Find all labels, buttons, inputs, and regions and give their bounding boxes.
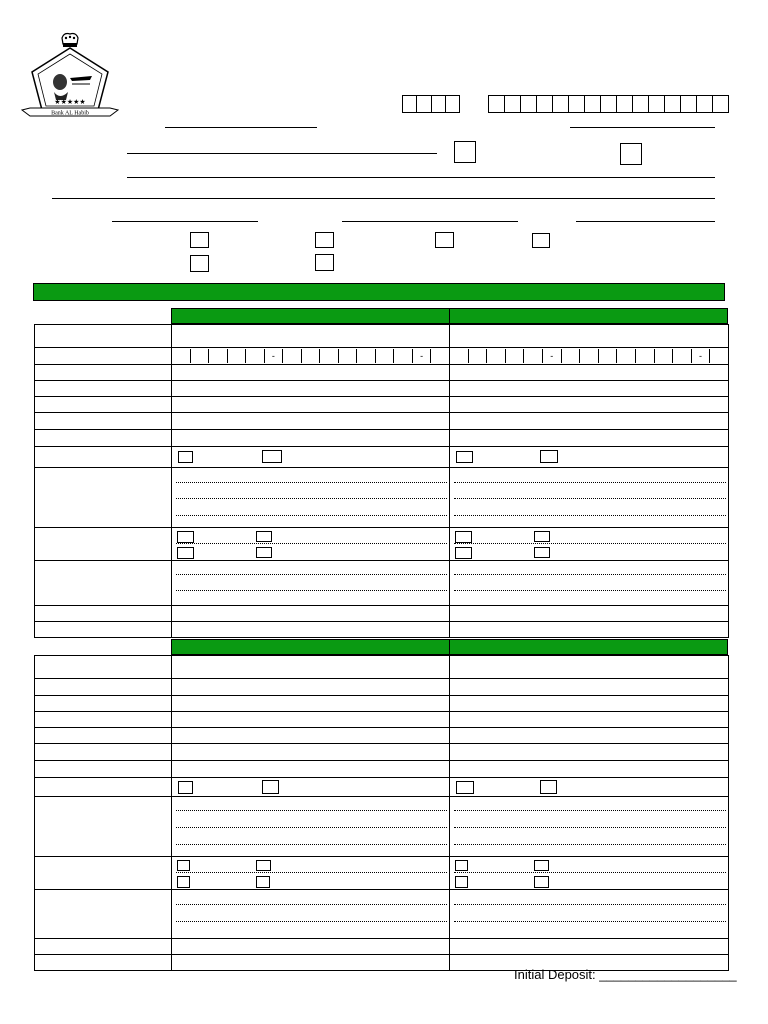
- checkbox[interactable]: [178, 451, 193, 463]
- checkbox[interactable]: [455, 531, 472, 543]
- cnic-boxes[interactable]: - -: [172, 348, 450, 365]
- input-cell[interactable]: [172, 397, 450, 413]
- address-cell[interactable]: [450, 468, 729, 528]
- input-cell[interactable]: [450, 656, 729, 679]
- initial-deposit: [514, 967, 737, 982]
- checkbox[interactable]: [256, 860, 271, 871]
- checkbox[interactable]: [540, 450, 558, 463]
- applicant-3-header: [171, 639, 450, 655]
- section-header-bar: [33, 283, 725, 301]
- label-cell: [35, 622, 172, 638]
- field-line-title[interactable]: [127, 153, 437, 154]
- logo-bank-name: Bank AL Habib: [51, 110, 89, 117]
- address-cell[interactable]: [172, 797, 450, 857]
- input-cell[interactable]: [172, 712, 450, 728]
- checkbox[interactable]: [534, 531, 550, 542]
- label-cell: [35, 797, 172, 857]
- input-cell[interactable]: [172, 656, 450, 679]
- field-line-row4[interactable]: [52, 198, 715, 199]
- address-cell[interactable]: [172, 468, 450, 528]
- checkbox[interactable]: [177, 531, 194, 543]
- input-cell[interactable]: [450, 397, 729, 413]
- field-line-row5c[interactable]: [576, 221, 715, 222]
- input-cell[interactable]: [172, 365, 450, 381]
- checkbox[interactable]: [455, 547, 472, 559]
- checkbox[interactable]: [540, 780, 557, 794]
- input-cell[interactable]: [450, 365, 729, 381]
- multiline-cell[interactable]: [450, 561, 729, 606]
- checkbox-option-4[interactable]: [532, 233, 550, 248]
- checkbox-option-5[interactable]: [190, 255, 209, 272]
- label-cell: [35, 939, 172, 955]
- label-cell: [35, 955, 172, 971]
- split-input-cell[interactable]: [450, 744, 729, 761]
- cnic-boxes[interactable]: [172, 679, 450, 696]
- checkbox-cell[interactable]: [450, 778, 729, 797]
- input-cell[interactable]: [450, 381, 729, 397]
- label-cell: [35, 365, 172, 381]
- checkbox[interactable]: [256, 876, 270, 888]
- label-cell: [35, 468, 172, 528]
- label-cell: [35, 413, 172, 430]
- applicant-table-1: [34, 324, 729, 638]
- input-cell[interactable]: [172, 606, 450, 622]
- checkbox[interactable]: [256, 531, 272, 542]
- field-line-row5a[interactable]: [112, 221, 258, 222]
- label-cell: [35, 744, 172, 761]
- label-cell: [35, 712, 172, 728]
- checkbox[interactable]: [455, 876, 468, 888]
- address-cell[interactable]: [450, 797, 729, 857]
- field-line-ref[interactable]: [570, 127, 715, 128]
- checkbox[interactable]: [262, 780, 279, 794]
- field-line-row3[interactable]: [127, 177, 715, 178]
- label-cell: [35, 447, 172, 468]
- label-cell: [35, 778, 172, 797]
- label-cell: [35, 606, 172, 622]
- split-input-cell[interactable]: [172, 744, 450, 761]
- label-cell: [35, 761, 172, 778]
- input-cell[interactable]: [450, 622, 729, 638]
- checkbox[interactable]: [177, 860, 190, 871]
- label-cell: [35, 696, 172, 712]
- input-cell[interactable]: [172, 761, 450, 778]
- checkbox-option-3[interactable]: [435, 232, 454, 248]
- label-cell: [35, 679, 172, 696]
- label-cell: [35, 656, 172, 679]
- label-cell: [35, 528, 172, 561]
- checkbox[interactable]: [534, 547, 550, 558]
- label-cell: [35, 890, 172, 939]
- initial-deposit-field[interactable]: ___________________: [599, 967, 737, 982]
- label-cell: [35, 348, 172, 365]
- label-cell: [35, 430, 172, 447]
- input-cell[interactable]: [450, 696, 729, 712]
- checkbox-option-2[interactable]: [315, 232, 334, 248]
- checkbox-cell[interactable]: [172, 778, 450, 797]
- label-cell: [35, 397, 172, 413]
- applicant-table-2: [34, 655, 729, 971]
- input-cell[interactable]: [450, 606, 729, 622]
- label-cell: [35, 728, 172, 744]
- input-cell[interactable]: [450, 761, 729, 778]
- input-cell[interactable]: [172, 696, 450, 712]
- label-cell: [35, 857, 172, 890]
- input-cell[interactable]: [172, 939, 450, 955]
- field-line-row5b[interactable]: [342, 221, 518, 222]
- checkbox-cell[interactable]: [450, 447, 729, 468]
- account-number-boxes[interactable]: [488, 95, 729, 113]
- checkbox-cell[interactable]: [172, 447, 450, 468]
- crest-logo-icon: [20, 30, 120, 120]
- cnic-boxes[interactable]: [450, 679, 729, 696]
- bank-logo: [20, 30, 120, 120]
- checkbox[interactable]: [456, 781, 474, 794]
- input-cell[interactable]: [450, 712, 729, 728]
- checkbox-cell[interactable]: [450, 857, 729, 890]
- checkbox[interactable]: [455, 860, 468, 871]
- input-cell[interactable]: [172, 430, 450, 447]
- input-cell[interactable]: [172, 325, 450, 348]
- branch-code-boxes[interactable]: [402, 95, 460, 113]
- label-cell: [35, 561, 172, 606]
- checkbox-cell[interactable]: [450, 528, 729, 561]
- checkbox[interactable]: [177, 876, 190, 888]
- checkbox[interactable]: [262, 450, 282, 463]
- input-cell[interactable]: [450, 728, 729, 744]
- checkbox-option-1[interactable]: [190, 232, 209, 248]
- applicant-2-header: [449, 308, 728, 324]
- checkbox-cell[interactable]: [172, 528, 450, 561]
- input-cell[interactable]: [172, 955, 450, 971]
- multiline-cell[interactable]: [450, 890, 729, 939]
- input-cell[interactable]: [450, 325, 729, 348]
- initial-deposit-label: Initial Deposit:: [514, 967, 596, 982]
- checkbox[interactable]: [177, 547, 194, 559]
- checkbox[interactable]: [178, 781, 193, 794]
- checkbox[interactable]: [256, 547, 272, 558]
- applicant-4-header: [449, 639, 728, 655]
- applicant-1-header: [171, 308, 450, 324]
- split-input-cell[interactable]: [172, 413, 450, 430]
- label-cell: [35, 381, 172, 397]
- cnic-boxes[interactable]: - -: [450, 348, 729, 365]
- label-cell: [35, 325, 172, 348]
- input-cell[interactable]: [450, 939, 729, 955]
- checkbox[interactable]: [456, 451, 473, 463]
- input-cell[interactable]: [172, 381, 450, 397]
- checkbox-cell[interactable]: [172, 857, 450, 890]
- checkbox[interactable]: [534, 876, 549, 888]
- checkbox-header-2[interactable]: [620, 143, 642, 165]
- field-line-date[interactable]: [165, 127, 317, 128]
- checkbox-option-6[interactable]: [315, 254, 334, 271]
- multiline-cell[interactable]: [172, 890, 450, 939]
- split-input-cell[interactable]: [450, 413, 729, 430]
- checkbox-header-1[interactable]: [454, 141, 476, 163]
- input-cell[interactable]: [172, 728, 450, 744]
- input-cell[interactable]: [450, 430, 729, 447]
- input-cell[interactable]: [172, 622, 450, 638]
- logo-stars: ★★★★★: [54, 98, 86, 106]
- multiline-cell[interactable]: [172, 561, 450, 606]
- checkbox[interactable]: [534, 860, 549, 871]
